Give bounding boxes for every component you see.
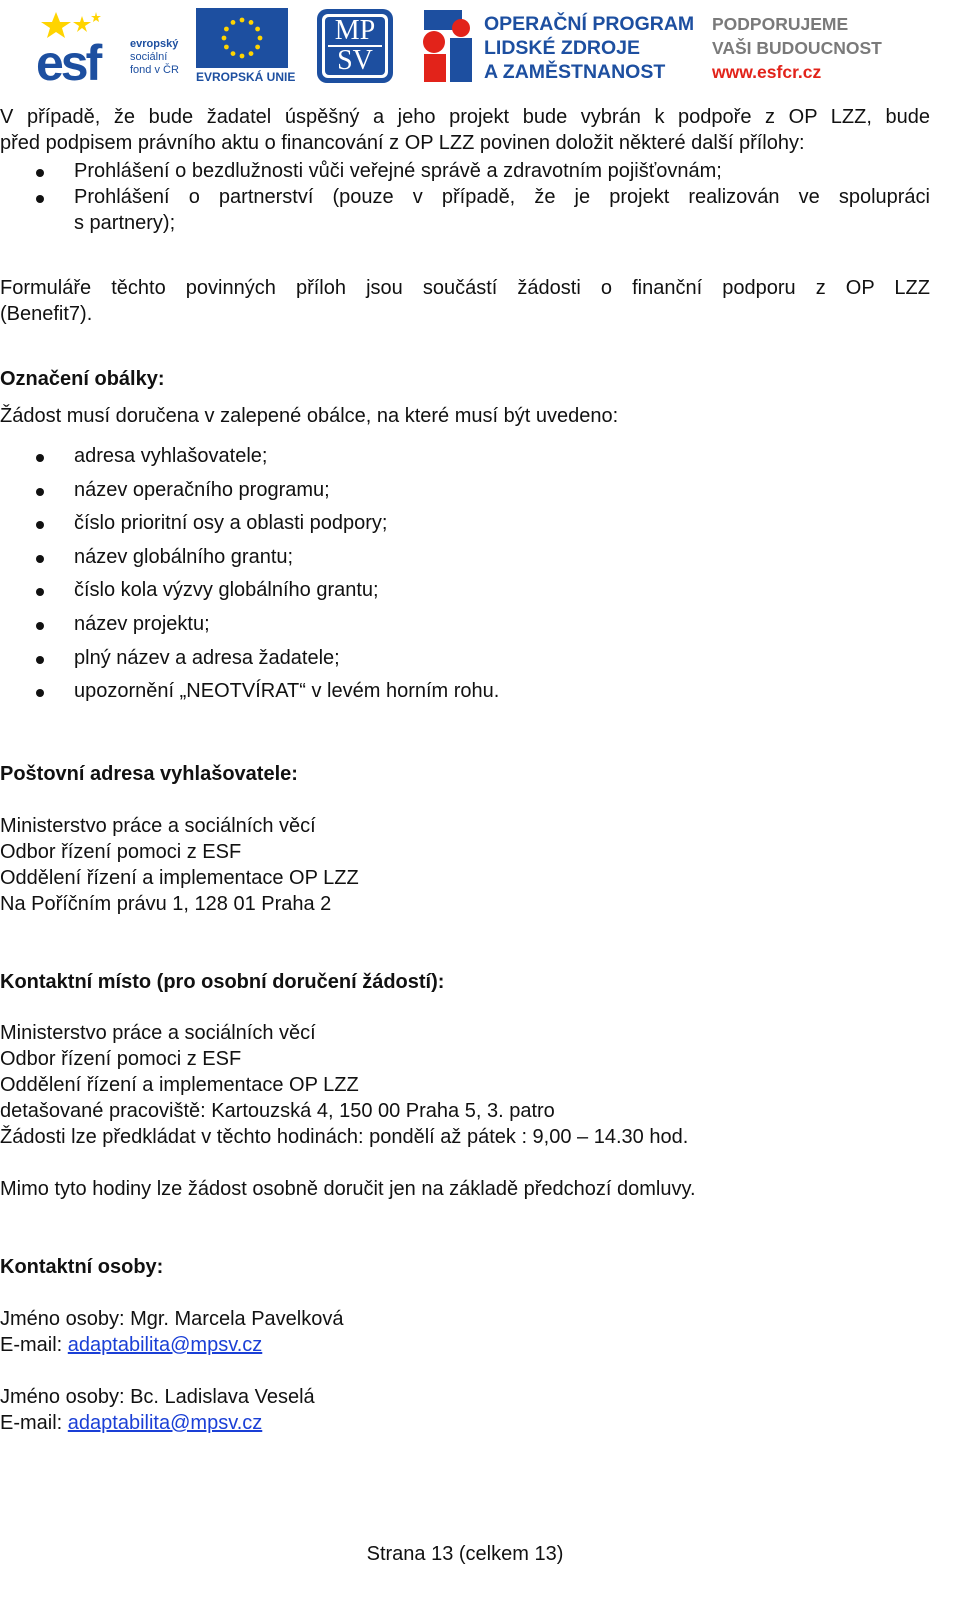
- page-number: Strana 13 (celkem 13): [366, 1543, 564, 1565]
- email-label: E-mail:: [0, 1334, 68, 1356]
- envelope-intro: Žádost musí doručena v zalepené obálce, na které musí být uvedeno:: [0, 405, 619, 427]
- envelope-item: adresa vyhlašovatele;: [74, 445, 268, 467]
- postal-line: Oddělení řízení a implementace OP LZZ: [0, 867, 359, 889]
- svg-text:esf: esf: [36, 35, 100, 84]
- envelope-item: název globálního grantu;: [74, 546, 294, 568]
- eu-logo-label: EVROPSKÁ UNIE: [196, 70, 296, 84]
- esf-logo-line: fond v ČR: [130, 64, 179, 76]
- postal-line: Na Poříčním právu 1, 128 01 Praha 2: [0, 893, 332, 915]
- contact-person-name: Jméno osoby: Mgr. Marcela Pavelková: [0, 1308, 344, 1330]
- contact-place-line: Odbor řízení pomoci z ESF: [0, 1048, 242, 1070]
- oplzz-logo-line: OPERAČNÍ PROGRAM: [484, 13, 695, 35]
- email-link[interactable]: adaptabilita@mpsv.cz: [67, 1334, 263, 1356]
- envelope-heading: Označení obálky:: [0, 368, 165, 390]
- eu-logo: [196, 8, 296, 84]
- envelope-item: název operačního programu;: [74, 479, 330, 501]
- bullet-icon: [36, 588, 44, 596]
- forms-note-line: (Benefit7).: [0, 303, 93, 325]
- esf-logo: [36, 8, 188, 84]
- contact-place-line: Ministerstvo práce a sociálních věcí: [0, 1022, 316, 1044]
- contact-person-email-row: [0, 1332, 262, 1358]
- bullet-icon: [36, 521, 44, 529]
- mpsv-logo-bottom: SV: [337, 45, 373, 76]
- contacts-heading: Kontaktní osoby:: [0, 1256, 164, 1278]
- slogan-block: [712, 12, 902, 84]
- contact-place-line: Oddělení řízení a implementace OP LZZ: [0, 1074, 359, 1096]
- postal-heading: Poštovní adresa vyhlašovatele:: [0, 763, 298, 785]
- contact-place-hours: Žádosti lze předkládat v těchto hodinách: pondělí až pátek : 9,00 – 14.30 hod.: [0, 1126, 689, 1148]
- oplzz-logo: [420, 8, 695, 84]
- intro-line: V případě, že bude žadatel úspěšný a jeho projekt bude vybrán k podpoře z OP LZZ, bude: [0, 106, 930, 128]
- envelope-item: číslo kola výzvy globálního grantu;: [74, 579, 379, 601]
- slogan-line: VAŠI BUDOUCNOST: [712, 38, 882, 58]
- bullet-icon: [36, 656, 44, 664]
- bullet-icon: [36, 622, 44, 630]
- forms-note-line: Formuláře těchto povinných příloh jsou součástí žádosti o finanční podporu z OP LZZ: [0, 277, 930, 299]
- oplzz-logo-line: A ZAMĚSTNANOST: [484, 61, 666, 83]
- oplzz-logo-line: LIDSKÉ ZDROJE: [484, 37, 641, 59]
- contact-place-line: detašované pracoviště: Kartouzská 4, 150 00 Praha 5, 3. patro: [0, 1100, 555, 1122]
- esf-logo-line: evropský: [130, 38, 179, 50]
- intro-list-item: Prohlášení o partnerství (pouze v případě, že je projekt realizován ve spolupráci: [74, 186, 930, 208]
- email-label: E-mail:: [0, 1412, 68, 1434]
- slogan-line: PODPORUJEME: [712, 14, 849, 34]
- mpsv-logo-top: MP: [334, 15, 376, 46]
- bullet-icon: [36, 555, 44, 563]
- mpsv-logo: [316, 8, 394, 84]
- esf-logo-line: sociální: [130, 51, 168, 63]
- eu-flag-icon: [196, 8, 288, 68]
- postal-line: Odbor řízení pomoci z ESF: [0, 841, 242, 863]
- contact-place-heading: Kontaktní místo (pro osobní doručení žádostí):: [0, 971, 445, 993]
- bullet-icon: [36, 488, 44, 496]
- contact-person-name: Jméno osoby: Bc. Ladislava Veselá: [0, 1386, 315, 1408]
- intro-list-item-continuation: s partnery);: [74, 212, 176, 234]
- bullet-icon: [36, 169, 44, 177]
- intro-line: před podpisem právního aktu o financování z OP LZZ povinen doložit některé další přílohy:: [0, 132, 805, 154]
- bullet-icon: [36, 454, 44, 462]
- bullet-icon: [36, 195, 44, 203]
- envelope-item: upozornění „NEOTVÍRAT“ v levém horním rohu.: [74, 680, 500, 702]
- contact-place-note: Mimo tyto hodiny lze žádost osobně doručit jen na základě předchozí domluvy.: [0, 1178, 696, 1200]
- intro-list-item: Prohlášení o bezdlužnosti vůči veřejné správě a zdravotním pojišťovnám;: [74, 160, 722, 182]
- envelope-item: plný název a adresa žadatele;: [74, 647, 340, 669]
- slogan-url: www.esfcr.cz: [712, 62, 822, 82]
- envelope-item: název projektu;: [74, 613, 210, 635]
- contact-person-email-row: [0, 1410, 262, 1436]
- bullet-icon: [36, 689, 44, 697]
- email-link[interactable]: adaptabilita@mpsv.cz: [67, 1412, 263, 1434]
- oplzz-figure-icon: [420, 8, 478, 84]
- postal-line: Ministerstvo práce a sociálních věcí: [0, 815, 316, 837]
- envelope-item: číslo prioritní osy a oblasti podpory;: [74, 512, 388, 534]
